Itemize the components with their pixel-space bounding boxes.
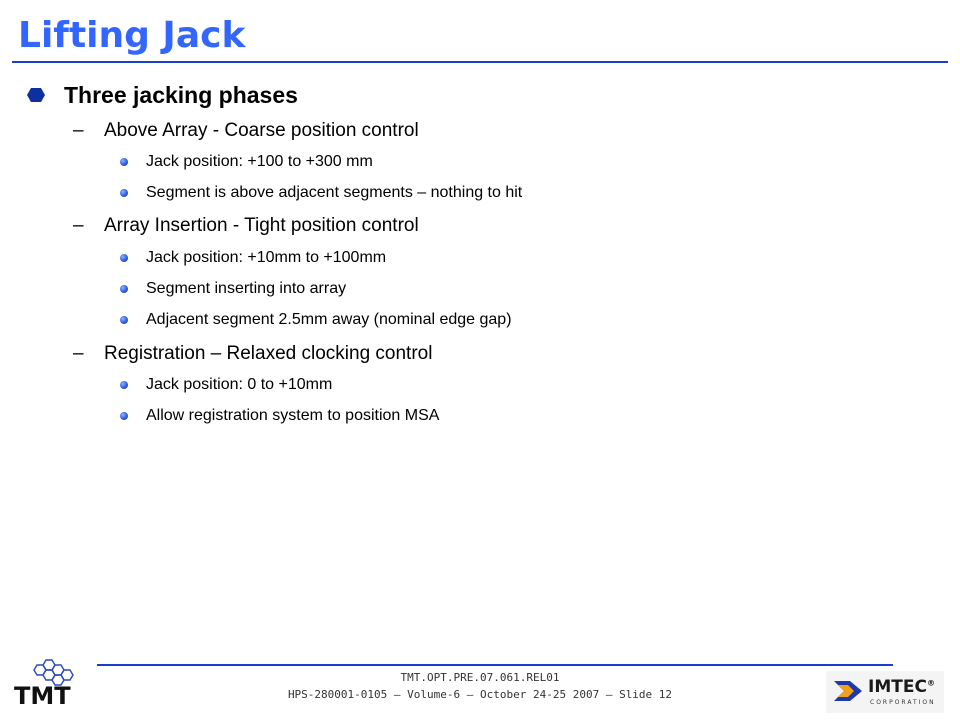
list-item: [120, 150, 373, 174]
round-bullet-icon: [120, 285, 128, 293]
phase-heading-above-array: [73, 117, 419, 145]
round-bullet-icon: [120, 412, 128, 420]
list-item: [120, 277, 346, 301]
footer-document-id: TMT.OPT.PRE.07.061.REL01: [400, 671, 560, 684]
list-item-text: Segment is above adjacent segments – nothing to hit: [146, 184, 523, 201]
imtec-logo-subtitle: CORPORATION: [870, 699, 936, 706]
main-bullet-text: Three jacking phases: [64, 81, 298, 108]
list-item-text: Jack position: +10mm to +100mm: [146, 249, 387, 266]
phase-heading-text: Array Insertion - Tight position control: [104, 215, 419, 236]
phase-heading-registration: [73, 340, 432, 368]
list-item-text: Adjacent segment 2.5mm away (nominal edge gap): [146, 311, 512, 328]
dash-bullet: –: [73, 120, 84, 141]
list-item: [120, 373, 332, 397]
phase-heading-array-insertion: [73, 212, 419, 240]
dash-bullet: –: [73, 343, 84, 364]
list-item: [120, 308, 512, 332]
list-item-text: Jack position: 0 to +10mm: [146, 376, 333, 393]
imtec-logo: [826, 671, 944, 713]
list-item: [120, 246, 386, 270]
slide-title: Lifting Jack: [18, 15, 246, 56]
round-bullet-icon: [120, 189, 128, 197]
hexagon-bullet-icon: [27, 88, 45, 102]
main-bullet: [27, 79, 298, 111]
list-item: [120, 181, 522, 205]
imtec-logo-icon: [832, 675, 864, 707]
list-item-text: Allow registration system to position MSA: [146, 407, 440, 424]
list-item-text: Segment inserting into array: [146, 280, 347, 297]
dash-bullet: –: [73, 215, 84, 236]
round-bullet-icon: [120, 316, 128, 324]
round-bullet-icon: [120, 254, 128, 262]
round-bullet-icon: [120, 158, 128, 166]
footer-slide-info: HPS-280001-0105 – Volume-6 – October 24-25 2007 – Slide 12: [287, 688, 673, 701]
footer-divider: [97, 664, 893, 666]
phase-heading-text: Registration – Relaxed clocking control: [104, 343, 433, 364]
imtec-logo-name: IMTEC®: [868, 677, 935, 697]
phase-heading-text: Above Array - Coarse position control: [104, 120, 419, 141]
tmt-logo-text: TMT: [14, 682, 71, 710]
list-item: [120, 404, 439, 428]
list-item-text: Jack position: +100 to +300 mm: [146, 153, 373, 170]
title-divider: [12, 61, 948, 63]
round-bullet-icon: [120, 381, 128, 389]
